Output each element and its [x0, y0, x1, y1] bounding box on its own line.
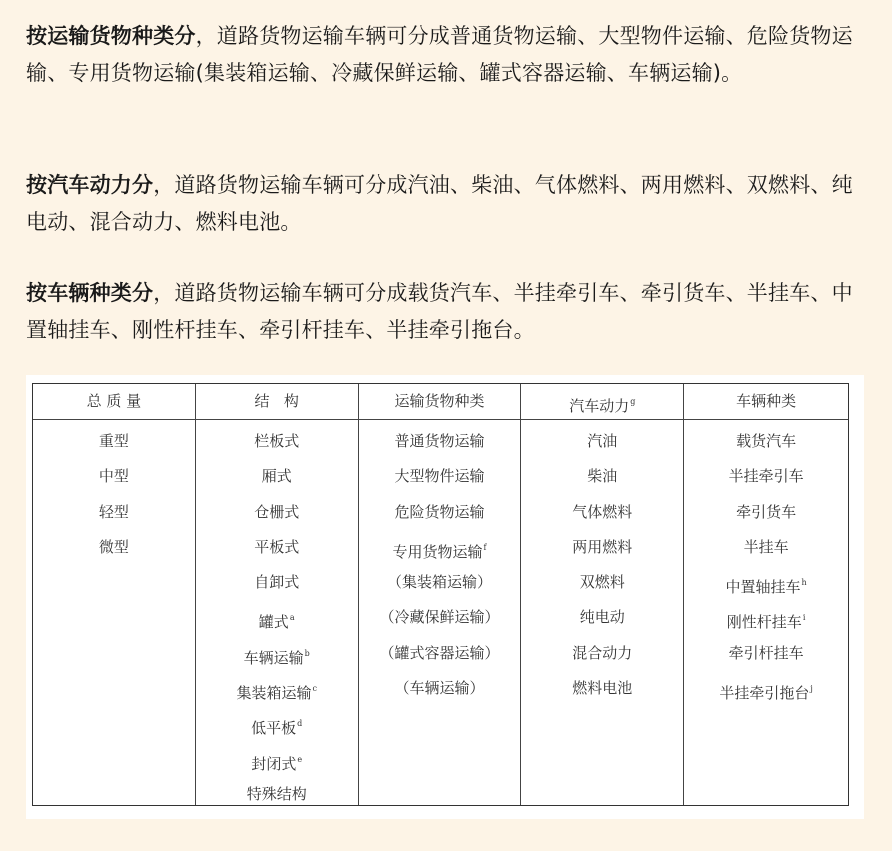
- table-column-body: [521, 420, 683, 706]
- footnote-marker: b: [304, 648, 310, 658]
- table-cell-text: 平板式: [254, 537, 300, 556]
- table-cell: [359, 600, 521, 635]
- table-cell: [33, 424, 195, 459]
- table-cell: [359, 424, 521, 459]
- table-cell-text: 车辆运输: [243, 648, 304, 667]
- table-cell-text: 半挂车: [743, 537, 789, 556]
- table-column-body: [684, 420, 848, 706]
- table-cell: [521, 459, 683, 494]
- table-cell-text: 双燃料: [579, 573, 625, 592]
- table-column-header: [359, 384, 521, 420]
- classification-table: [32, 383, 849, 806]
- footnote-marker: i: [802, 613, 806, 623]
- table-cell-text: 燃料电池: [572, 679, 633, 698]
- table-cell: [33, 495, 195, 530]
- table-cell: [33, 530, 195, 565]
- table-cell-text: 普通货物运输: [394, 432, 485, 450]
- table-cell: [359, 565, 521, 600]
- table-cell: [684, 459, 848, 494]
- table-cell-text: 纯电动: [579, 608, 625, 627]
- table-cell-text: 封闭式: [251, 754, 297, 773]
- table-cell-text: （集装箱运输）: [386, 573, 492, 592]
- table-column-body: [359, 420, 521, 706]
- table-cell-text: 汽油: [587, 432, 618, 450]
- table-cell-text: 低平板: [251, 719, 297, 738]
- table-column: [33, 384, 196, 805]
- table-cell: [196, 742, 358, 777]
- table-cell: [521, 495, 683, 530]
- table-cell: [684, 495, 848, 530]
- table-cell: [521, 600, 683, 635]
- table-cell: [33, 459, 195, 494]
- paragraph-heading: 按汽车动力分: [26, 173, 154, 197]
- table-cell-text: 专用货物运输: [392, 542, 483, 561]
- footnote-marker: g: [630, 397, 636, 406]
- table-cell: [196, 600, 358, 635]
- table-cell: [684, 600, 848, 635]
- table-cell: [196, 424, 358, 459]
- table-cell-text: 栏板式: [254, 432, 300, 450]
- footnote-marker: c: [312, 684, 317, 694]
- paragraph-cargo-type: [26, 18, 872, 92]
- table-cell: [684, 424, 848, 459]
- table-cell: [684, 565, 848, 600]
- table-cell-text: （冷藏保鲜运输）: [379, 608, 500, 627]
- table-cell-text: 微型: [98, 537, 129, 556]
- table-column-body: [196, 420, 358, 812]
- table-cell: [359, 530, 521, 565]
- table-cell: [521, 671, 683, 706]
- table-cell: [359, 671, 521, 706]
- table-cell-text: （车辆运输）: [394, 679, 485, 698]
- table-column-header: [684, 384, 848, 420]
- paragraph-body: ，道路货物运输车辆可分成载货汽车、半挂牵引车、牵引货车、半挂车、中置轴挂车、刚性杆挂车、牵引杆挂车、半挂牵引拖台。: [26, 281, 853, 342]
- table-cell: [684, 671, 848, 706]
- paragraph-heading: 按运输货物种类分: [26, 24, 196, 48]
- table-cell-text: 混合动力: [572, 643, 633, 662]
- table-cell: [196, 706, 358, 741]
- table-cell-text: 中置轴挂车: [725, 578, 801, 597]
- table-cell-text: 牵引货车: [736, 502, 797, 521]
- table-cell: [359, 459, 521, 494]
- table-cell-text: 仓栅式: [254, 502, 300, 521]
- footnote-marker: h: [801, 578, 807, 588]
- table-cell-text: 轻型: [98, 502, 129, 521]
- table-column: [521, 384, 684, 805]
- paragraph-body: ，道路货物运输车辆可分成汽油、柴油、气体燃料、两用燃料、双燃料、纯电动、混合动力、燃料电池。: [26, 173, 853, 234]
- table-cell-text: 刚性杆挂车: [726, 613, 802, 632]
- footnote-marker: f: [483, 542, 487, 552]
- table-cell-text: 厢式: [261, 467, 292, 486]
- footnote-marker: e: [297, 754, 303, 764]
- table-cell-text: 特殊结构: [246, 784, 307, 803]
- table-column-header: [33, 384, 195, 420]
- table-column: [684, 384, 848, 805]
- table-cell-text: 半挂牵引拖台: [719, 684, 810, 703]
- table-cell-text: 柴油: [587, 467, 618, 486]
- table-cell-text: 半挂牵引车: [728, 467, 804, 486]
- table-header-label: 总 质 量: [86, 392, 142, 410]
- table-header-label: 结 构: [254, 392, 299, 410]
- table-cell-text: 危险货物运输: [394, 502, 485, 521]
- table-cell: [521, 565, 683, 600]
- footnote-marker: j: [810, 684, 813, 694]
- table-cell-text: 中型: [98, 467, 129, 486]
- table-cell: [359, 495, 521, 530]
- table-column: [196, 384, 359, 805]
- table-cell: [196, 495, 358, 530]
- table-cell-text: 载货汽车: [736, 432, 797, 450]
- table-header-label: 汽车动力: [569, 397, 630, 415]
- table-cell: [359, 636, 521, 671]
- table-cell-text: 重型: [98, 432, 129, 450]
- table-header-label: 运输货物种类: [394, 392, 485, 410]
- paragraph-body: ，道路货物运输车辆可分成普通货物运输、大型物件运输、危险货物运输、专用货物运输(集装箱运输、冷藏保鲜运输、罐式容器运输、车辆运输)。: [26, 24, 853, 85]
- table-cell-text: 自卸式: [254, 573, 300, 592]
- footnote-marker: d: [297, 719, 303, 729]
- table-cell: [196, 777, 358, 812]
- table-cell: [684, 636, 848, 671]
- table-cell: [196, 565, 358, 600]
- table-cell-text: 罐式: [258, 613, 289, 632]
- table-cell-text: 两用燃料: [572, 537, 633, 556]
- paragraph-power-type: [26, 167, 872, 241]
- paragraph-vehicle-type: [26, 275, 872, 349]
- table-cell-text: 气体燃料: [572, 502, 633, 521]
- table-cell: [196, 530, 358, 565]
- table-cell-text: （罐式容器运输）: [379, 643, 500, 662]
- table-cell: [521, 530, 683, 565]
- table-column-header: [196, 384, 358, 420]
- table-cell: [684, 530, 848, 565]
- table-cell: [521, 424, 683, 459]
- table-cell: [521, 636, 683, 671]
- table-header-label: 车辆种类: [736, 392, 797, 410]
- table-column-body: [33, 420, 195, 565]
- classification-table-image: [26, 375, 864, 819]
- table-cell-text: 集装箱运输: [236, 684, 312, 703]
- footnote-marker: a: [289, 613, 295, 623]
- table-cell: [196, 459, 358, 494]
- paragraph-heading: 按车辆种类分: [26, 281, 154, 305]
- table-cell: [196, 671, 358, 706]
- table-column-header: [521, 384, 683, 420]
- table-cell: [196, 636, 358, 671]
- table-cell-text: 大型物件运输: [394, 467, 485, 486]
- table-cell-text: 牵引杆挂车: [728, 643, 804, 662]
- table-column: [359, 384, 522, 805]
